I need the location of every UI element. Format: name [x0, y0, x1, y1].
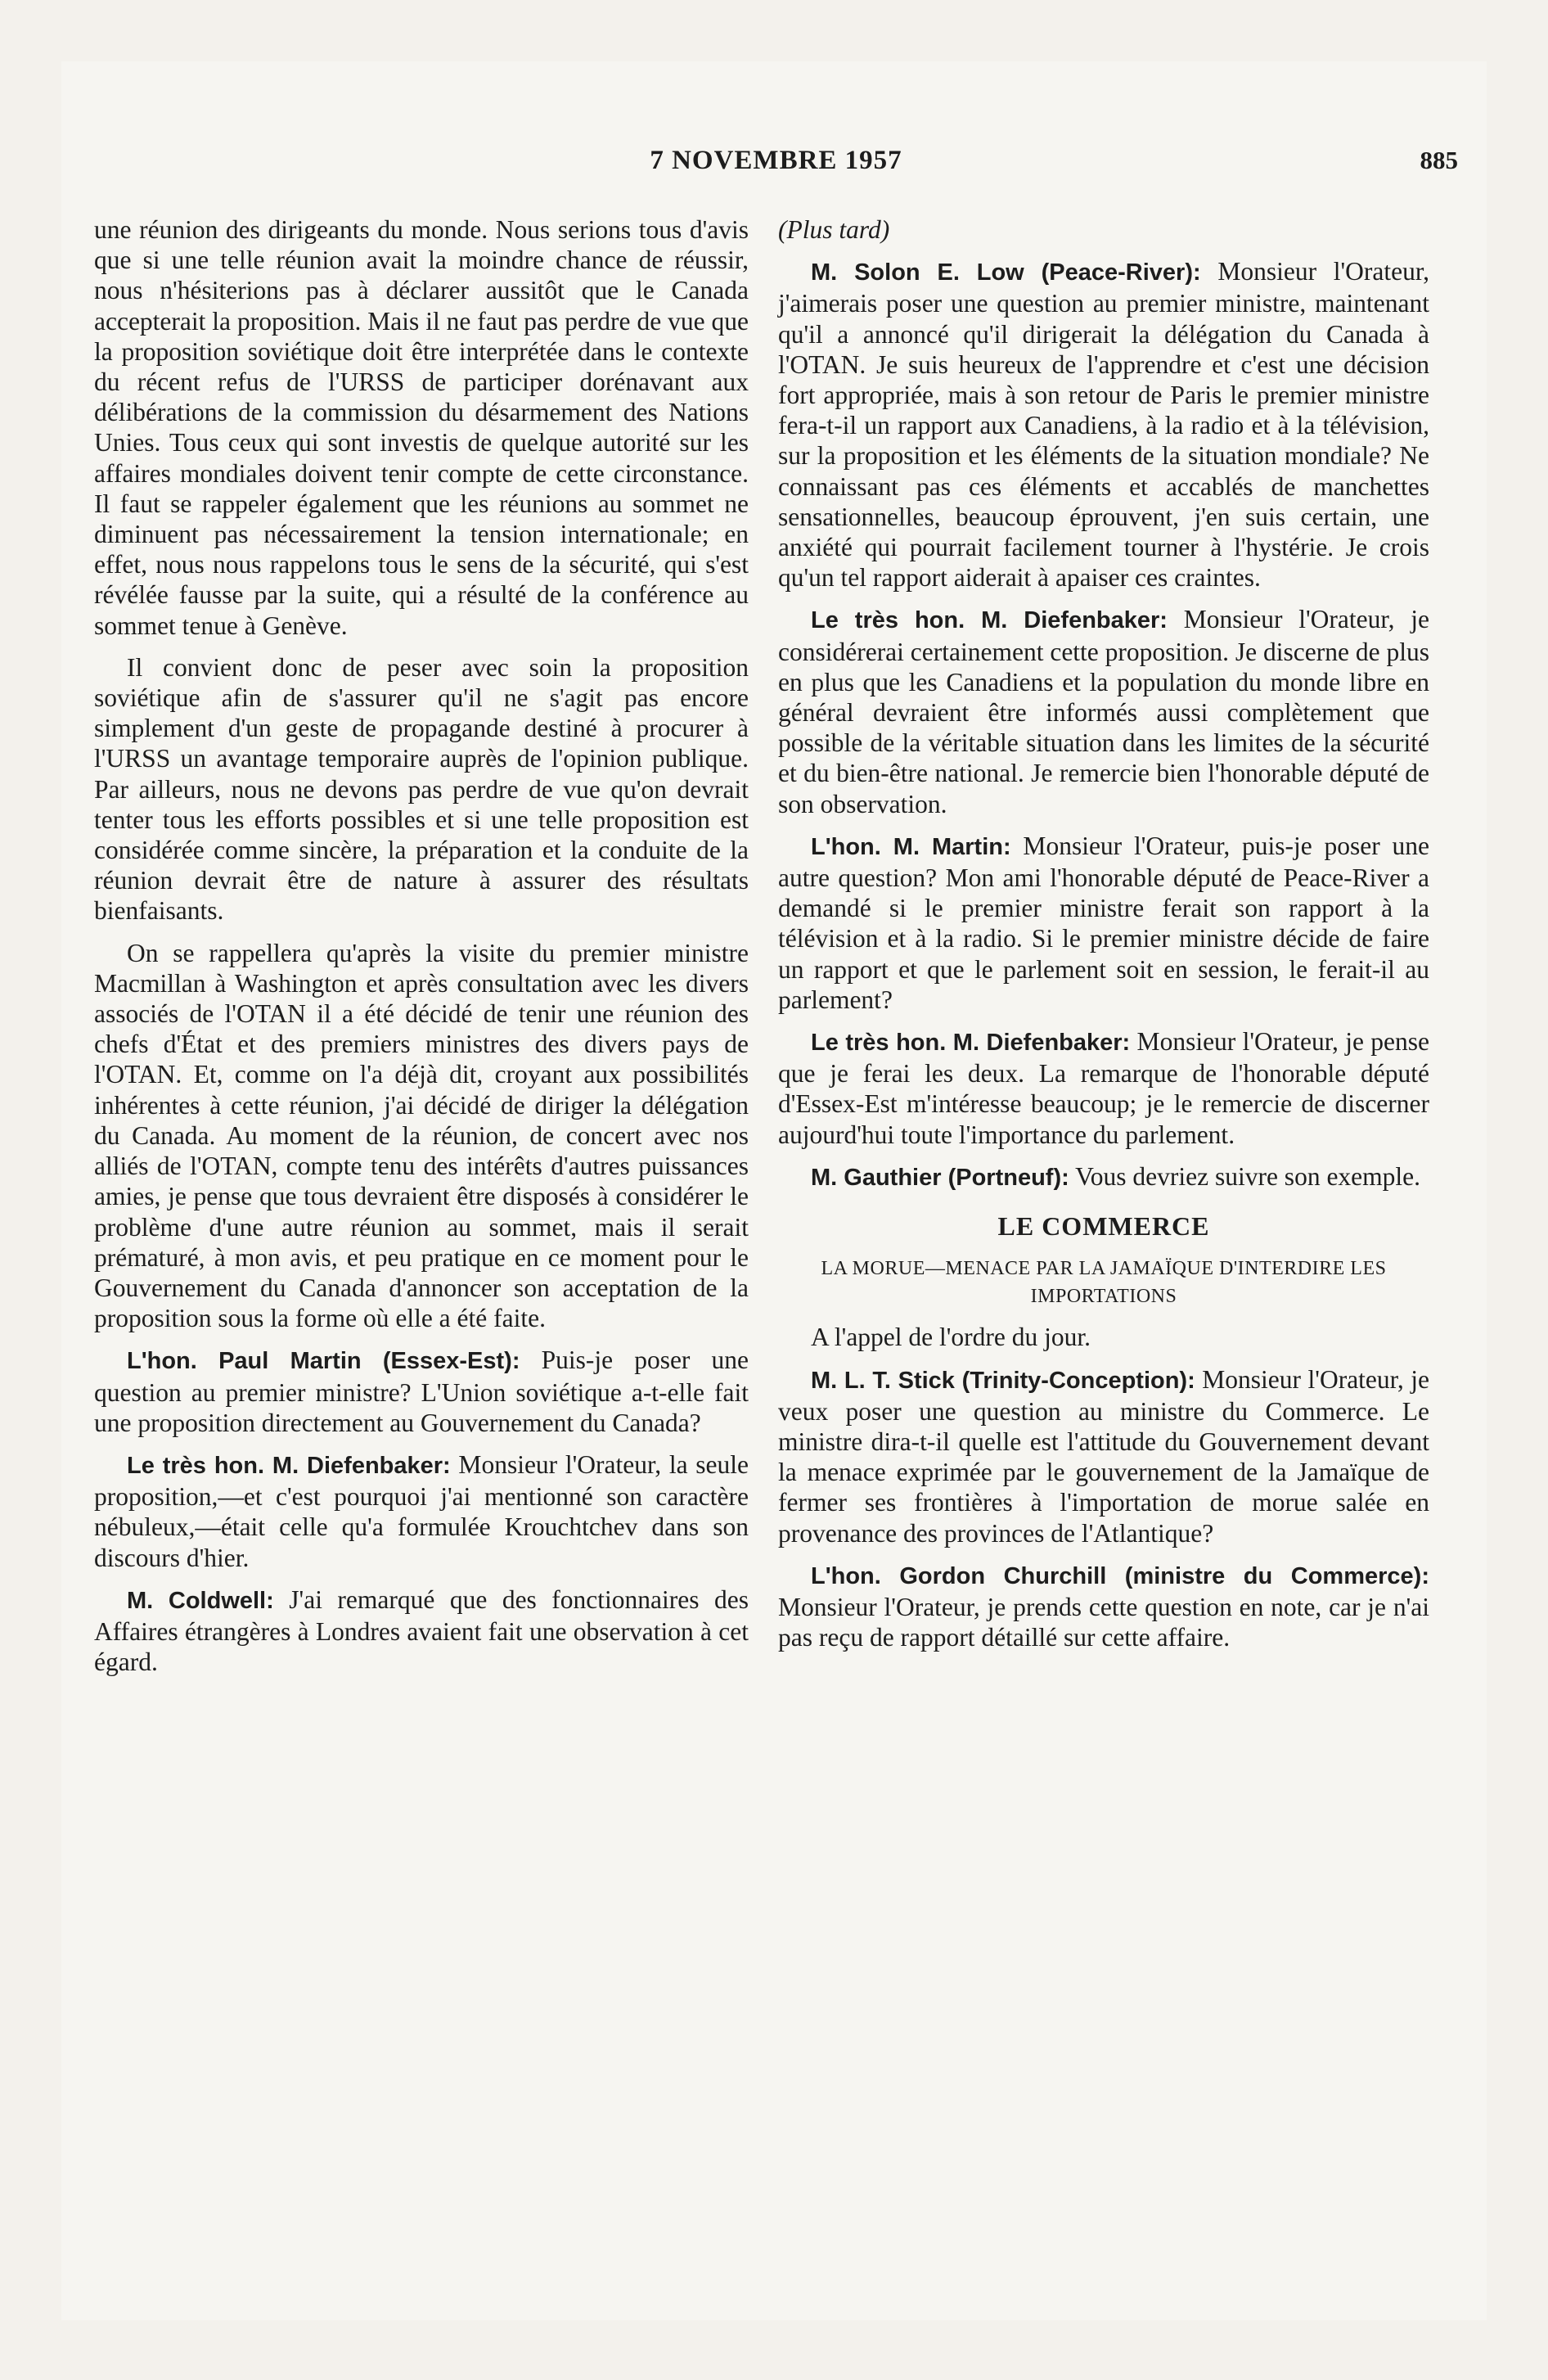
speaker-name: Le très hon. M. Diefenbaker:	[811, 607, 1168, 634]
speaker-name: Le très hon. M. Diefenbaker:	[811, 1030, 1131, 1057]
speech-text: Monsieur l'Orateur, je pense que je ferai les deux. La remarque de l'honorable député d'Essex-Est m'intéresse beaucoup; je le remercie de discerner aujourd'hui toute l'importance du parlement.	[778, 1027, 1429, 1149]
speech-paragraph	[94, 1584, 749, 1678]
speech-paragraph	[778, 1161, 1429, 1193]
paragraph: A l'appel de l'ordre du jour.	[811, 1323, 1091, 1352]
speech-text: J'ai remarqué que des fonctionnaires des Affaires étrangères à Londres avaient fait une observation à cet égard.	[94, 1584, 749, 1677]
section-title: LE COMMERCE	[997, 1211, 1210, 1242]
speaker-name: Le très hon. M. Diefenbaker:	[127, 1452, 451, 1479]
speech-text: Vous devriez suivre son exemple.	[1069, 1161, 1421, 1191]
paragraph: On se rappellera qu'après la visite du premier ministre Macmillan à Washington et après consultation avec les divers associés de l'OTAN il a été décidé de tenir une réunion des chefs d'État et des premiers ministres des divers pays de l'OTAN. Et, comme on l'a déjà dit, croyant aux possibilités inhérentes à cette réunion, j'ai décidé de diriger la délégation du Canada. Au moment de la réunion, de concert avec nos alliés de l'OTAN, compte tenu des intérêts d'autres puissances amies, je pense que tous devraient être disposés à considérer le problème d'une autre réunion au sommet, mais il serait prématuré, à mon avis, et peu pratique en ce moment pour le Gouvernement du Canada d'annoncer son acceptation de la proposition sous la forme où elle a été faite.	[94, 938, 749, 1333]
page-number: 885	[1420, 146, 1458, 174]
speaker-name: M. Solon E. Low (Peace-River):	[811, 259, 1201, 286]
speaker-name: L'hon. Paul Martin (Essex-Est):	[127, 1348, 520, 1375]
speaker-name: M. Gauthier (Portneuf):	[811, 1164, 1069, 1191]
speech-paragraph	[778, 256, 1429, 593]
speech-text: Monsieur l'Orateur, je veux poser une question au ministre du Commerce. Le ministre dira-t-il quelle est l'attitude du Gouvernement devant la menace exprimée par le gouvernement de la Jamaïque de fermer ses frontières à l'importation de morue salée en provenance des provinces de l'Atlantique?	[778, 1364, 1429, 1548]
paragraph: Il convient donc de peser avec soin la proposition soviétique afin de s'assurer qu'il ne s'agit pas encore simplement d'un geste de propagande destiné à procurer à l'URSS un avantage temporaire auprès de l'opinion publique. Par ailleurs, nous ne devons pas perdre de vue qu'on devrait tenter tous les efforts possibles et si une telle proposition est considérée comme sincère, la préparation et la conduite de la réunion devrait être de nature à assurer des résultats bienfaisants.	[94, 652, 749, 926]
page-header	[94, 146, 1458, 178]
speech-paragraph	[94, 1345, 749, 1438]
speech-paragraph	[778, 1560, 1429, 1653]
speech-paragraph	[778, 604, 1429, 818]
speaker-name: M. L. T. Stick (Trinity-Conception):	[811, 1367, 1195, 1394]
speech-text: Monsieur l'Orateur, je prends cette question en note, car je n'ai pas reçu de rapport détaillé sur cette affaire.	[778, 1592, 1429, 1652]
speech-paragraph	[778, 1026, 1429, 1150]
speech-text: Monsieur l'Orateur, j'aimerais poser une question au premier ministre, maintenant qu'il a annoncé qu'il dirigerait la délégation du Canada à l'OTAN. Je suis heureux de l'apprendre et c'est une décision fort appropriée, mais à son retour de Paris le premier ministre fera-t-il un rapport aux Canadiens, à la radio et à la télévision, sur la proposition et les éléments de la situation mondiale? Ne connaissant pas ces éléments et accablés de manchettes sensationnelles, beaucoup éprouvent, j'en suis certain, une anxiété qui pourrait facilement tourner à l'hystérie. Je crois qu'un tel rapport aiderait à apaiser ces craintes.	[778, 257, 1429, 593]
header-date: 7 NOVEMBRE 1957	[650, 146, 902, 175]
speech-text: Monsieur l'Orateur, je considérerai certainement cette proposition. Je discerne de plus en plus que les Canadiens et la population du monde libre en général devraient être informés aussi complètement que possible de la véritable situation dans les limites de la sécurité et du bien-être national. Je remercie bien l'honorable député de son observation.	[778, 605, 1429, 818]
left-column	[94, 214, 749, 1688]
speech-paragraph	[778, 1364, 1429, 1548]
speaker-name: L'hon. Gordon Churchill (ministre du Commerce):	[811, 1562, 1429, 1589]
paragraph: une réunion des dirigeants du monde. Nous serions tous d'avis que si une telle réunion avait la moindre chance de réussir, nous n'hésiterions pas à déclarer aussitôt que le Canada accepterait la proposition. Mais il ne faut pas perdre de vue que la proposition soviétique doit être interprétée dans le contexte du récent refus de l'URSS de participer dorénavant aux délibérations de la commission du désarmement des Nations Unies. Tous ceux qui sont investis de quelque autorité sur les affaires mondiales doivent tenir compte de cette circonstance. Il faut se rappeler également que les réunions au sommet ne diminuent pas nécessairement la tension internationale; en effet, nous nous rappelons tous le sens de la sécurité, qui s'est révélée fausse par la suite, qui a résulté de la conférence au sommet tenue à Genève.	[94, 215, 749, 640]
speech-text: Monsieur l'Orateur, la seule proposition,—et c'est pourquoi j'ai mentionné son caractère nébuleux,—était celle qu'a formulée Krouchtchev dans son discours d'hier.	[94, 1449, 749, 1572]
speech-paragraph	[778, 831, 1429, 1015]
section-subtitle: LA MORUE—MENACE PAR LA JAMAÏQUE D'INTERDIRE LES IMPORTATIONS	[821, 1258, 1387, 1308]
right-column	[778, 214, 1429, 1664]
speech-text: Puis-je poser une question au premier ministre? L'Union soviétique a-t-elle fait une proposition directement au Gouvernement du Canada?	[94, 1346, 749, 1437]
speech-text: Monsieur l'Orateur, puis-je poser une autre question? Mon ami l'honorable député de Peace-River a demandé si le premier ministre ferait son rapport à la télévision et à la radio. Si le premier ministre décide de faire un rapport et que le parlement soit en session, le ferait-il au parlement?	[778, 831, 1430, 1014]
speech-paragraph	[94, 1449, 749, 1573]
speaker-name: L'hon. M. Martin:	[811, 833, 1011, 860]
later-note: (Plus tard)	[778, 215, 890, 244]
speaker-name: M. Coldwell:	[127, 1587, 274, 1614]
